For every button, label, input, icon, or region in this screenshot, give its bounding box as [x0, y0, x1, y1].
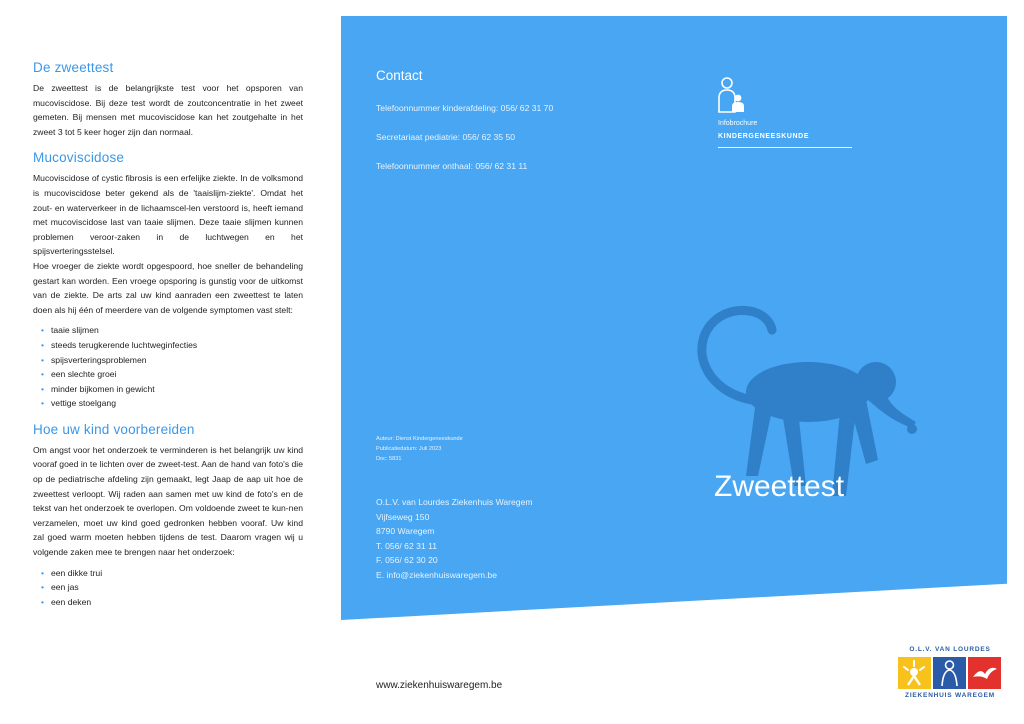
address-line: F. 056/ 62 30 20 — [376, 555, 438, 565]
list-item: • een dikke trui — [41, 566, 303, 581]
section-zweettest — [33, 60, 303, 139]
meta-date: Publicatiedatum: Juli 2023 — [376, 446, 442, 452]
contact-line: Telefoonnummer onthaal: 056/ 62 31 11 — [376, 161, 528, 171]
list-item: • spijsverteringsproblemen — [41, 353, 303, 368]
left-column — [33, 60, 303, 620]
address-line: 8790 Waregem — [376, 526, 435, 536]
heading-voorbereiden: Hoe uw kind voorbereiden — [33, 421, 195, 437]
list-item: • minder bijkomen in gewicht — [41, 382, 303, 397]
website-link[interactable]: www.ziekenhuiswaregem.be — [376, 680, 503, 691]
paragraph-mucoviscidose-2: Hoe vroeger de ziekte wordt opgespoord, hoe sneller de behandeling gestart kan worden. Een vroege opsporing is gunstig voor de uitkomst van de ziekte. De arts zal uw kind aanraden een zweettest te laten doen als hij één of meerdere van de volgende symptomen vast stelt: — [33, 260, 303, 315]
list-item: • een jas — [41, 580, 303, 595]
paragraph-mucoviscidose-1: Mucoviscidose of cystic fibrosis is een erfelijke ziekte. In de volksmond is mucoviscidose beter gekend als de 'taaislijm-ziekte'. Omdat het zout- en waterverkeer in de lichaamscel-len verstoord is, heeft iemand met mucoviscidose last van taaie slijmen. Deze taaie slijmen kunnen problemen veroor-zaken in de luchtwegen en het spijsverteringsstelsel. — [33, 173, 303, 257]
contact-heading: Contact — [376, 68, 423, 83]
department-label: KINDERGENEESKUNDE — [718, 133, 810, 140]
section-voorbereiden — [33, 422, 303, 610]
contact-line: Secretariaat pediatrie: 056/ 62 35 50 — [376, 132, 516, 142]
list-item: • vettige stoelgang — [41, 396, 303, 411]
contact-line: Telefoonnummer kinderafdeling: 056/ 62 31 70 — [376, 103, 554, 113]
logo-bottom-text: ZIEKENHUIS WAREGEM — [905, 692, 995, 699]
logo-top-text: O.L.V. VAN LOURDES — [909, 646, 991, 653]
meta-author: Auteur: Dienst Kindergeneeskunde — [376, 436, 463, 442]
symptom-list — [33, 323, 303, 411]
address-line: O.L.V. van Lourdes Ziekenhuis Waregem — [376, 497, 533, 507]
address-line[interactable]: E. info@ziekenhuiswaregem.be — [376, 570, 497, 580]
infobrochure-label: Infobrochure — [718, 120, 758, 127]
list-item: • een deken — [41, 595, 303, 610]
address-line: Vijfseweg 150 — [376, 512, 430, 522]
sun-icon — [898, 657, 931, 689]
list-item: • steeds terugkerende luchtweginfecties — [41, 338, 303, 353]
meta-doc: Doc: 5831 — [376, 456, 402, 462]
brochure-title: Zweettest — [714, 470, 845, 503]
madonna-icon — [933, 657, 966, 689]
section-mucoviscidose — [33, 150, 303, 411]
list-item: • taaie slijmen — [41, 323, 303, 338]
doctor-child-icon — [716, 76, 746, 114]
hospital-logo — [896, 646, 1004, 704]
bird-icon — [968, 657, 1001, 689]
paragraph-zweettest: De zweettest is de belangrijkste test voor het opsporen van mucoviscidose. Bij deze test wordt de zoutconcentratie in het zweet gemeten. Bij mensen met mucoviscidose kan het zoutgehalte in het zweet 3 tot 5 keer hoger zijn dan normaal. — [33, 83, 303, 137]
divider — [718, 147, 852, 148]
list-item: • een slechte groei — [41, 367, 303, 382]
paragraph-voorbereiden: Om angst voor het onderzoek te verminderen is het belangrijk uw kind vooraf goed in te lichten over de zweet-test. Aan de hand van foto's die op de pediatrische afdeling zijn gemaakt, legt Jaap de aap uit hoe de zweettest verloopt. Wij raden aan samen met uw kind de foto's en de tekst van het onderzoek te overlopen. Om voldoende zweet te kun-nen verzamelen, moet uw kind goed gedronken hebben vooraf. Uw kind zal goed warm moeten hebben tijdens de test. Daarom vragen wij u volgende zaken mee te brengen naar het onderzoek: — [33, 444, 303, 558]
address-line: T. 056/ 62 31 11 — [376, 541, 437, 551]
bring-list — [33, 566, 303, 610]
heading-zweettest: De zweettest — [33, 60, 114, 75]
heading-mucoviscidose: Mucoviscidose — [33, 150, 125, 166]
